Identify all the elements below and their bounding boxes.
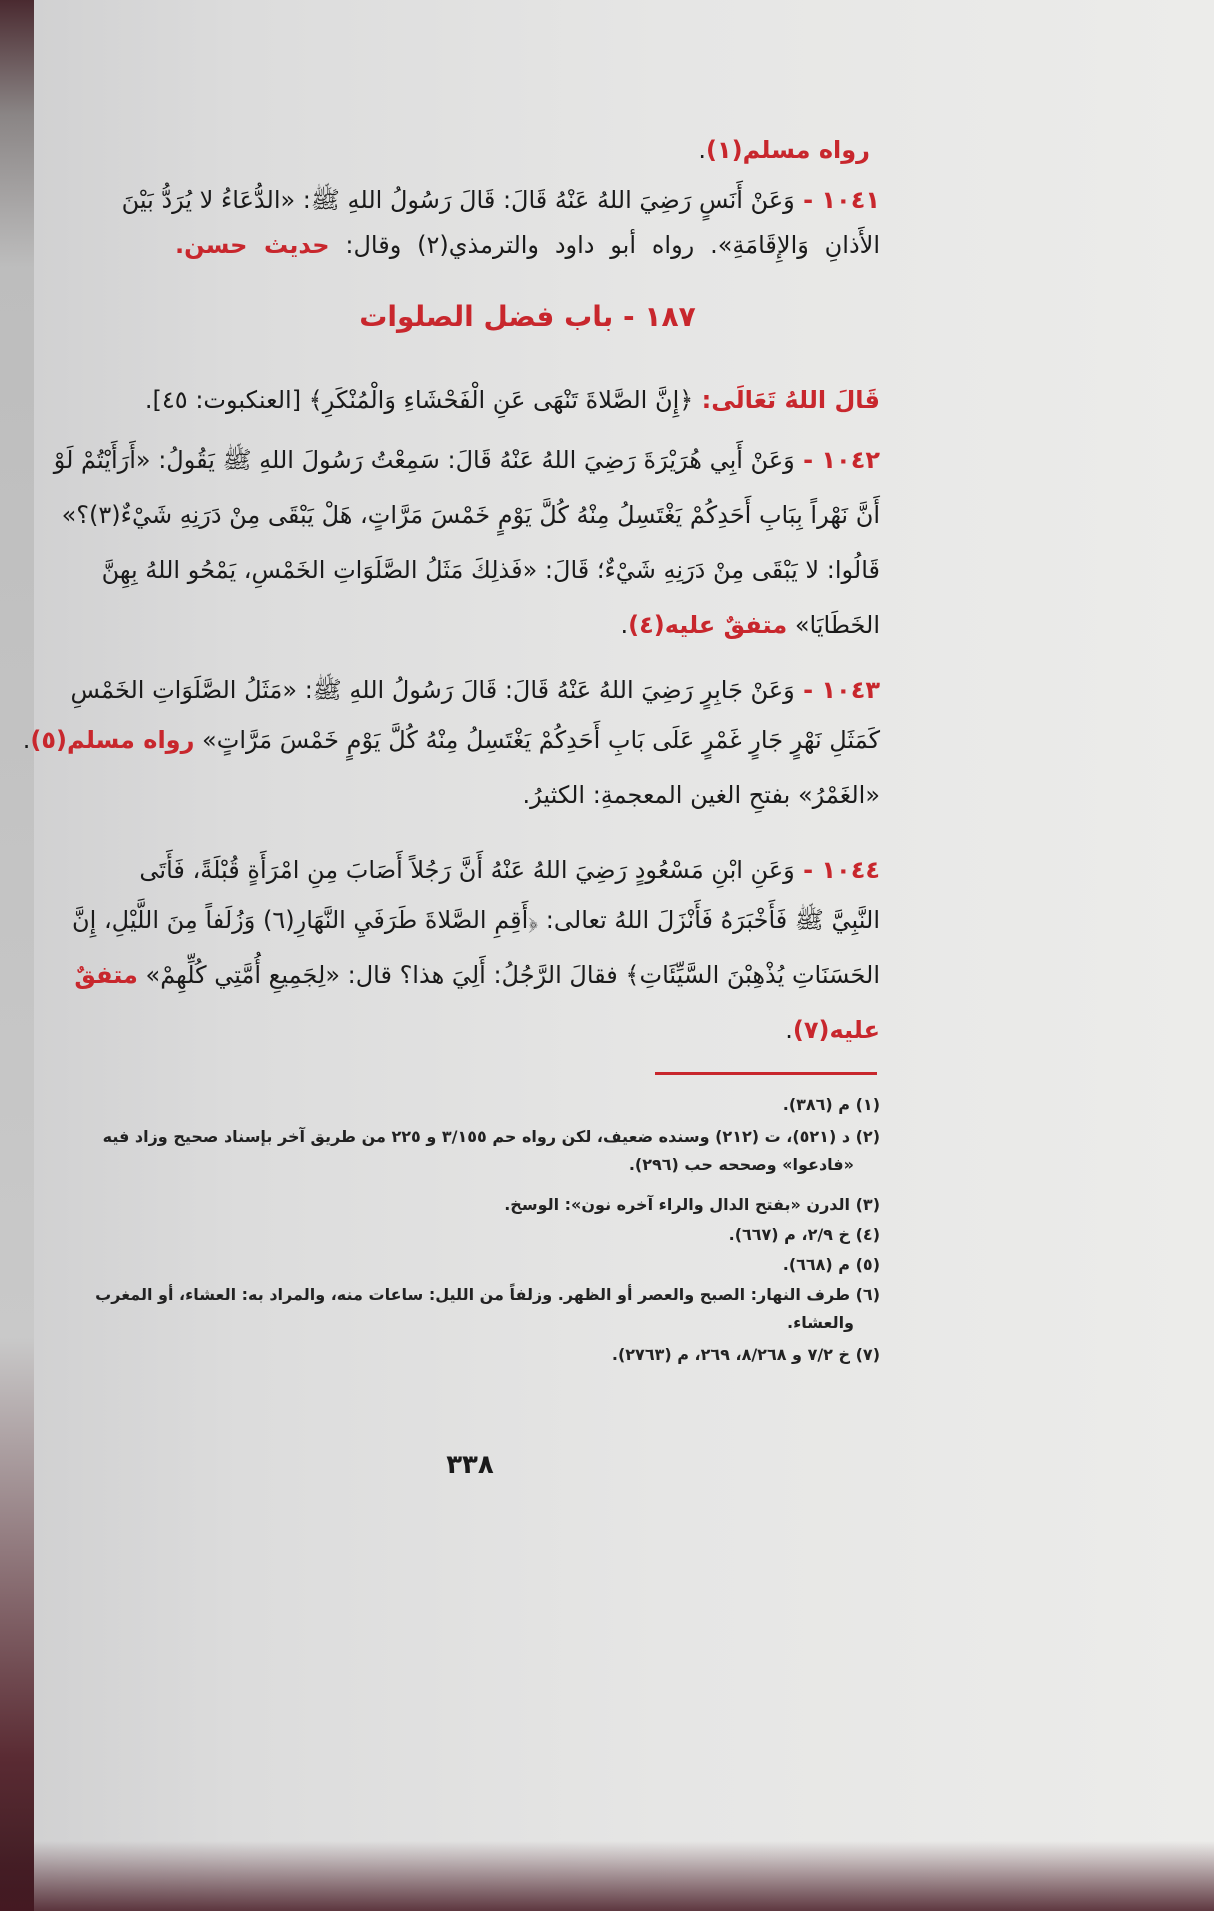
text-segment: «الغَمْرُ» بفتحِ الغين المعجمةِ: الكثيرُ. <box>522 781 880 809</box>
page-bottom-shadow <box>0 1841 1214 1911</box>
text-line <box>785 1010 880 1050</box>
footnote: «فادعوا» وصححه حب (٢٩٦). <box>628 1155 854 1174</box>
footnote: والعشاء. <box>786 1313 854 1332</box>
text-line <box>70 670 880 710</box>
highlighted-text: رواه مسلم(٥) <box>30 726 195 754</box>
text-segment: قَالُوا: لا يَبْقَى مِنْ دَرَنِهِ شَيْءٌ؛ قَالَ: «فَذلِكَ مَثَلُ الصَّلَوَاتِ الخَمْسِ، يَمْحُو اللهُ بِهِنَّ <box>101 556 880 584</box>
footnote: (٤) خ ٢/٩، م (٦٦٧). <box>728 1225 880 1244</box>
highlighted-text: ١٠٤٢ - <box>794 446 880 474</box>
text-line <box>139 850 880 890</box>
text-segment: أَنَّ نَهْراً بِبَابِ أَحَدِكُمْ يَغْتَسِلُ مِنْهُ كُلَّ يَوْمٍ خَمْسَ مَرَّاتٍ، هَلْ يَبْقَى مِنْ دَرَنِهِ شَيْءٌ(٣)؟» <box>61 501 880 529</box>
text-segment: النَّبِيَّ ﷺ فَأَخْبَرَهُ فَأَنْزَلَ اللهُ تعالى: ﴿أَقِمِ الصَّلاةَ طَرَفَيِ النَّهَارِ(٦) وَزُلَفاً مِنَ اللَّيْلِ، إِنَّ <box>72 906 880 934</box>
text-line <box>698 130 870 170</box>
page-number: ٣٣٨ <box>446 1450 494 1480</box>
chapter-heading: ١٨٧ - باب فضل الصلوات <box>359 300 696 333</box>
text-segment: كَمَثَلِ نَهْرٍ جَارٍ غَمْرٍ عَلَى بَابِ أَحَدِكُمْ يَغْتَسِلُ مِنْهُ كُلَّ يَوْمٍ خَمْسَ مَرَّاتٍ» <box>194 726 880 754</box>
text-line <box>61 495 880 535</box>
text-line <box>175 225 880 265</box>
highlighted-text: متفقٌ <box>74 961 138 989</box>
highlighted-text: ١٠٤٣ - <box>794 676 880 704</box>
footnote: (٢) د (٥٢١)، ت (٢١٢) وسنده ضعيف، لكن رواه حم ٣/١٥٥ و ٢٢٥ من طريق آخر بإسناد صحيح وزاد فيه <box>102 1127 880 1146</box>
text-line <box>22 720 880 760</box>
text-segment: ﴿إِنَّ الصَّلاةَ تَنْهَى عَنِ الْفَحْشَاءِ وَالْمُنْكَرِ﴾ [العنكبوت: ٤٥]. <box>144 386 694 414</box>
text-segment: وَعَنْ أَبِي هُرَيْرَةَ رَضِيَ اللهُ عَنْهُ قَالَ: سَمِعْتُ رَسُولَ اللهِ ﷺ يَقُولُ: «أَرَأَيْتُمْ لَوْ <box>53 446 795 474</box>
highlighted-text: حديث حسن. <box>175 231 330 259</box>
text-line <box>144 380 880 420</box>
footnote: (٦) طرف النهار: الصبح والعصر أو الظهر. وزلفاً من الليل: ساعات منه، والمراد به: العشاء، أو المغرب <box>95 1285 880 1304</box>
footnote: (٥) م (٦٦٨). <box>782 1255 880 1274</box>
text-segment: وَعَنْ جَابِرٍ رَضِيَ اللهُ عَنْهُ قَالَ: قَالَ رَسُولُ اللهِ ﷺ: «مَثَلُ الصَّلَوَاتِ الخَمْسِ <box>70 676 795 704</box>
highlighted-text: ١٠٤٤ - <box>794 856 880 884</box>
highlighted-text: ١٠٤١ - <box>794 186 880 214</box>
text-segment: وَعَنْ أَنَسٍ رَضِيَ اللهُ عَنْهُ قَالَ: قَالَ رَسُولُ اللهِ ﷺ: «الدُّعَاءُ لا يُرَدُّ بَيْنَ <box>121 186 795 214</box>
text-line <box>72 900 880 940</box>
highlighted-text: رواه مسلم <box>742 136 870 164</box>
highlighted-text: متفقٌ عليه(٤) <box>628 611 788 639</box>
text-segment: وَعَنِ ابْنِ مَسْعُودٍ رَضِيَ اللهُ عَنْهُ أَنَّ رَجُلاً أَصَابَ مِنِ امْرَأَةٍ قُبْلَةً، فَأَتَى <box>139 856 795 884</box>
text-segment: الأَذانِ وَالإِقَامَةِ». رواه أبو داود والترمذي(٢) وقال: <box>329 231 880 259</box>
text-segment: . <box>698 136 707 164</box>
highlighted-text: (١) <box>706 136 743 164</box>
footnote: (١) م (٣٨٦). <box>782 1095 880 1114</box>
text-line <box>621 605 880 645</box>
text-line <box>53 440 880 480</box>
highlighted-text: قَالَ اللهُ تَعَالَى: <box>693 386 880 414</box>
footnote: (٧) خ ٧/٢ و ٨/٢٦٨، ٢٦٩، م (٢٧٦٣). <box>611 1345 880 1364</box>
page-gutter-shadow <box>0 0 34 1911</box>
text-segment: . <box>620 611 629 639</box>
text-segment: . <box>785 1016 793 1044</box>
text-segment: الحَسَنَاتِ يُذْهِبْنَ السَّيِّئَاتِ﴾ فقالَ الرَّجُلُ: أَلِيَ هذا؟ قال: «لِجَمِيعِ أُمَّتِي كُلِّهِمْ» <box>137 961 880 989</box>
footnote: (٣) الدرن «بفتح الدال والراء آخره نون»: الوسخ. <box>504 1195 880 1214</box>
footnote-divider <box>655 1072 877 1075</box>
text-segment: الخَطَايَا» <box>787 611 880 639</box>
text-line <box>121 180 880 220</box>
text-line <box>522 775 880 815</box>
text-line <box>101 550 880 590</box>
highlighted-text: عليه(٧) <box>792 1016 880 1044</box>
text-line <box>74 955 880 995</box>
text-segment: . <box>22 726 31 754</box>
